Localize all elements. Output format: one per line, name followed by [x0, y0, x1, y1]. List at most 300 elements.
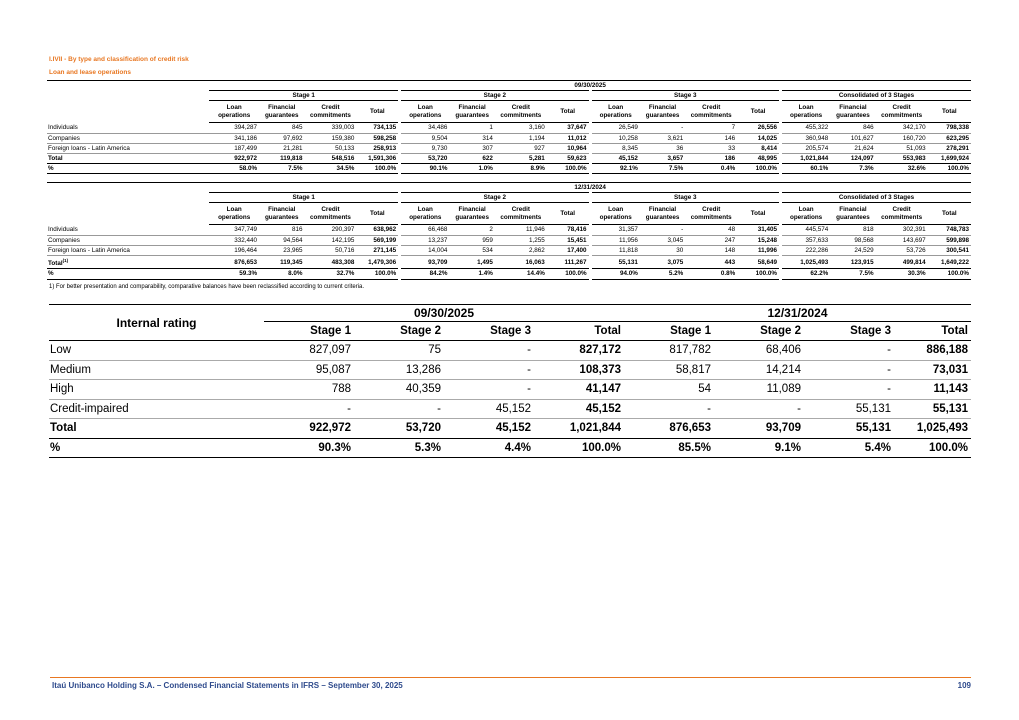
column-header-line: Total	[560, 108, 575, 116]
column-header	[495, 101, 547, 123]
value-cell: 100.0%	[356, 164, 399, 174]
value-cell: 927	[495, 143, 547, 153]
value-cell: 357,633	[780, 235, 830, 245]
column-header	[640, 203, 685, 225]
value-cell: 100.0%	[356, 269, 399, 279]
value-cell: 342,170	[876, 123, 928, 133]
column-header-line: Credit	[892, 206, 911, 214]
value-cell: 78,416	[547, 225, 590, 235]
value-cell: 100.0%	[737, 269, 780, 279]
value-cell: 10,964	[547, 143, 590, 153]
value-cell: 36	[640, 143, 685, 153]
value-cell: 100.0%	[547, 269, 590, 279]
table-row	[49, 380, 971, 400]
percent-row	[47, 269, 971, 279]
value-cell: -	[354, 399, 444, 419]
value-cell: 90.3%	[264, 438, 354, 458]
value-cell: 1,699,924	[928, 154, 971, 164]
value-cell: 85.5%	[624, 438, 714, 458]
value-cell: 300,541	[928, 245, 971, 255]
value-cell: 455,322	[780, 123, 830, 133]
value-cell: 100.0%	[894, 438, 971, 458]
credit-risk-table-2025	[47, 80, 971, 174]
value-cell: 1,479,306	[356, 256, 399, 269]
column-header	[685, 203, 737, 225]
value-cell: 119,345	[259, 256, 304, 269]
table-row	[47, 235, 971, 245]
value-cell: 123,915	[830, 256, 875, 269]
value-cell: 50,716	[304, 245, 356, 255]
column-header-line: commitments	[881, 213, 923, 221]
column-header: Total	[894, 322, 971, 341]
value-cell: 8.9%	[495, 164, 547, 174]
date-row	[47, 81, 971, 91]
value-cell: 845	[259, 123, 304, 133]
internal-rating-header: Internal rating	[49, 305, 264, 341]
value-cell: 4.4%	[444, 438, 534, 458]
value-cell: 548,516	[304, 154, 356, 164]
value-cell: 332,440	[209, 235, 259, 245]
value-cell: 3,045	[640, 235, 685, 245]
value-cell: 7.5%	[259, 164, 304, 174]
column-header-line: operations	[409, 213, 442, 221]
row-label: %	[49, 438, 264, 458]
value-cell: 40,359	[354, 380, 444, 400]
value-cell: 278,291	[928, 143, 971, 153]
column-header-line: operations	[599, 111, 632, 119]
row-label: Companies	[47, 133, 209, 143]
column-header	[304, 101, 356, 123]
value-cell: 5.2%	[640, 269, 685, 279]
value-cell: 34.5%	[304, 164, 356, 174]
footer-text: Itaú Unibanco Holding S.A. – Condensed Financial Statements in IFRS – September 30, 2025	[52, 681, 403, 690]
value-cell: 1,591,306	[356, 154, 399, 164]
value-cell: 33	[685, 143, 737, 153]
value-cell: 32.6%	[876, 164, 928, 174]
value-cell: 58,649	[737, 256, 780, 269]
value-cell: 111,267	[547, 256, 590, 269]
column-header-line: Credit	[892, 104, 911, 112]
column-header-line: Total	[370, 210, 385, 218]
column-header: Stage 2	[714, 322, 804, 341]
value-cell: 13,237	[400, 235, 450, 245]
credit-risk-table-2024	[47, 182, 971, 280]
column-header-line: commitments	[309, 111, 351, 119]
value-cell: 55,131	[804, 399, 894, 419]
value-cell: 41,147	[534, 380, 624, 400]
value-cell: -	[640, 225, 685, 235]
value-cell: 788	[264, 380, 354, 400]
row-label: Total	[49, 419, 264, 439]
value-cell: 66,468	[400, 225, 450, 235]
value-cell: -	[640, 123, 685, 133]
value-cell: 45,152	[534, 399, 624, 419]
value-cell: 94.0%	[590, 269, 640, 279]
column-header-line: Loan	[417, 104, 433, 112]
column-header-line: commitments	[500, 213, 542, 221]
table-row	[47, 225, 971, 235]
column-header-line: Total	[942, 210, 957, 218]
value-cell: 623,295	[928, 133, 971, 143]
value-cell: 62.2%	[780, 269, 830, 279]
table-row	[49, 399, 971, 419]
value-cell: 1,495	[449, 256, 494, 269]
row-label: Individuals	[47, 123, 209, 133]
value-cell: 10,258	[590, 133, 640, 143]
column-header	[590, 101, 640, 123]
column-header: Total	[534, 322, 624, 341]
value-cell: 15,248	[737, 235, 780, 245]
value-cell: 1,021,844	[780, 154, 830, 164]
value-cell: 14,025	[737, 133, 780, 143]
value-cell: 922,972	[209, 154, 259, 164]
column-header	[400, 101, 450, 123]
value-cell: 21,624	[830, 143, 875, 153]
value-cell: 11,996	[737, 245, 780, 255]
row-label: Total$^{(1)}$	[47, 256, 209, 269]
value-cell: 92.1%	[590, 164, 640, 174]
date-header: 12/31/2024	[209, 183, 971, 193]
value-cell: 146	[685, 133, 737, 143]
value-cell: 26,556	[737, 123, 780, 133]
value-cell: 59,623	[547, 154, 590, 164]
value-cell: 2,862	[495, 245, 547, 255]
value-cell: 53,726	[876, 245, 928, 255]
value-cell: 1,255	[495, 235, 547, 245]
value-cell: -	[264, 399, 354, 419]
value-cell: 48	[685, 225, 737, 235]
value-cell: 959	[449, 235, 494, 245]
column-header	[928, 101, 971, 123]
column-header-line: operations	[409, 111, 442, 119]
value-cell: 11,946	[495, 225, 547, 235]
value-cell: 5.4%	[804, 438, 894, 458]
column-header-line: guarantees	[645, 111, 680, 119]
value-cell: 45,152	[444, 419, 534, 439]
value-cell: 31,405	[737, 225, 780, 235]
value-cell: -	[804, 341, 894, 361]
value-cell: 160,720	[876, 133, 928, 143]
column-header	[737, 203, 780, 225]
value-cell: 9,730	[400, 143, 450, 153]
value-cell: 30.3%	[876, 269, 928, 279]
value-cell: 31,357	[590, 225, 640, 235]
value-cell: 2	[449, 225, 494, 235]
column-header	[780, 203, 830, 225]
column-header	[780, 101, 830, 123]
column-header-line: Loan	[608, 104, 624, 112]
value-cell: -	[444, 380, 534, 400]
table-row	[47, 143, 971, 153]
value-cell: 11,012	[547, 133, 590, 143]
value-cell: 553,983	[876, 154, 928, 164]
column-header	[209, 203, 259, 225]
value-cell: 9.1%	[714, 438, 804, 458]
value-cell: 196,464	[209, 245, 259, 255]
value-cell: 11,089	[714, 380, 804, 400]
value-cell: 846	[830, 123, 875, 133]
value-cell: 119,818	[259, 154, 304, 164]
stage-header: Stage 1	[209, 91, 399, 101]
value-cell: 7	[685, 123, 737, 133]
column-header-line: Loan	[226, 104, 242, 112]
value-cell: 59.3%	[209, 269, 259, 279]
value-cell: 68,406	[714, 341, 804, 361]
value-cell: 84.2%	[400, 269, 450, 279]
total-row	[47, 256, 971, 269]
column-header-line: Financial	[458, 104, 486, 112]
value-cell: 73,031	[894, 360, 971, 380]
column-header	[449, 203, 494, 225]
column-header-line: operations	[789, 213, 823, 221]
value-cell: 876,653	[209, 256, 259, 269]
column-header	[830, 101, 875, 123]
column-header: Stage 3	[804, 322, 894, 341]
value-cell: 93,709	[714, 419, 804, 439]
value-cell: 1.0%	[449, 164, 494, 174]
value-cell: 638,962	[356, 225, 399, 235]
column-header-line: guarantees	[455, 213, 489, 221]
table-row	[47, 123, 971, 133]
value-cell: 108,373	[534, 360, 624, 380]
value-cell: 360,948	[780, 133, 830, 143]
value-cell: 1,021,844	[534, 419, 624, 439]
value-cell: 598,258	[356, 133, 399, 143]
column-header-line: Total	[750, 108, 766, 116]
column-header-line: Financial	[268, 206, 296, 214]
value-cell: -	[444, 341, 534, 361]
column-header-row	[47, 203, 971, 225]
column-header	[547, 203, 590, 225]
value-cell: -	[714, 399, 804, 419]
value-cell: 159,380	[304, 133, 356, 143]
stage-header-row	[47, 91, 971, 101]
row-label: %	[47, 164, 209, 174]
value-cell: 142,195	[304, 235, 356, 245]
value-cell: 0.4%	[685, 164, 737, 174]
value-cell: 55,131	[590, 256, 640, 269]
value-cell: 3,160	[495, 123, 547, 133]
column-header: Stage 1	[624, 322, 714, 341]
value-cell: 3,621	[640, 133, 685, 143]
value-cell: 817,782	[624, 341, 714, 361]
value-cell: 143,697	[876, 235, 928, 245]
column-header	[259, 203, 304, 225]
footnote: 1) For better presentation and comparability, comparative balances have been reclassified according to current criteria.	[49, 284, 365, 290]
value-cell: 53,720	[400, 154, 450, 164]
column-header	[640, 101, 685, 123]
value-cell: 23,965	[259, 245, 304, 255]
value-cell: 24,529	[830, 245, 875, 255]
value-cell: 599,898	[928, 235, 971, 245]
column-header-line: Total	[370, 108, 385, 116]
value-cell: 53,720	[354, 419, 444, 439]
column-header-line: Credit	[511, 206, 530, 214]
value-cell: 3,657	[640, 154, 685, 164]
blank-cell	[47, 203, 209, 225]
value-cell: 95,087	[264, 360, 354, 380]
table-row	[49, 341, 971, 361]
value-cell: 483,308	[304, 256, 356, 269]
column-header-line: operations	[599, 213, 632, 221]
value-cell: 60.1%	[780, 164, 830, 174]
footer-divider	[50, 677, 971, 678]
section-subtitle: Loan and lease operations	[49, 69, 131, 76]
value-cell: -	[804, 360, 894, 380]
column-header	[209, 101, 259, 123]
stage-header: Stage 3	[590, 91, 780, 101]
value-cell: 8.0%	[259, 269, 304, 279]
column-header-line: Total	[942, 108, 957, 116]
column-header-line: guarantees	[645, 213, 680, 221]
value-cell: 51,093	[876, 143, 928, 153]
stage-header: Stage 2	[400, 193, 590, 203]
column-header-line: Loan	[417, 206, 433, 214]
value-cell: 622	[449, 154, 494, 164]
column-header-line: Credit	[321, 206, 340, 214]
column-header-line: guarantees	[836, 213, 870, 221]
value-cell: 58,817	[624, 360, 714, 380]
value-cell: 347,749	[209, 225, 259, 235]
column-header-line: guarantees	[836, 111, 870, 119]
column-header: Stage 2	[354, 322, 444, 341]
value-cell: 818	[830, 225, 875, 235]
value-cell: 748,783	[928, 225, 971, 235]
column-header: Stage 1	[264, 322, 354, 341]
value-cell: 75	[354, 341, 444, 361]
column-header-line: operations	[218, 213, 251, 221]
value-cell: 98,568	[830, 235, 875, 245]
value-cell: 1,649,222	[928, 256, 971, 269]
value-cell: 922,972	[264, 419, 354, 439]
value-cell: 55,131	[804, 419, 894, 439]
column-header	[876, 101, 928, 123]
blank-cell	[47, 183, 209, 193]
value-cell: -	[804, 380, 894, 400]
value-cell: 314	[449, 133, 494, 143]
value-cell: 186	[685, 154, 737, 164]
column-header	[830, 203, 875, 225]
row-label: Low	[49, 341, 264, 361]
column-header-line: Financial	[839, 104, 867, 112]
value-cell: 187,499	[209, 143, 259, 153]
value-cell: 339,003	[304, 123, 356, 133]
column-header-line: Financial	[839, 206, 867, 214]
value-cell: 11,956	[590, 235, 640, 245]
value-cell: 341,186	[209, 133, 259, 143]
value-cell: 100.0%	[928, 164, 971, 174]
value-cell: 14.4%	[495, 269, 547, 279]
column-header	[495, 203, 547, 225]
value-cell: 17,400	[547, 245, 590, 255]
value-cell: 1.4%	[449, 269, 494, 279]
value-cell: 100.0%	[737, 164, 780, 174]
value-cell: 5,281	[495, 154, 547, 164]
value-cell: 32.7%	[304, 269, 356, 279]
column-header-line: Loan	[798, 206, 814, 214]
value-cell: 94,564	[259, 235, 304, 245]
row-label: Credit-impaired	[49, 399, 264, 419]
date-row	[47, 183, 971, 193]
value-cell: 271,145	[356, 245, 399, 255]
blank-cell	[47, 193, 209, 203]
blank-cell	[47, 81, 209, 91]
value-cell: 827,097	[264, 341, 354, 361]
column-header-line: commitments	[881, 111, 923, 119]
column-header-line: Financial	[458, 206, 486, 214]
value-cell: 445,574	[780, 225, 830, 235]
value-cell: 7.3%	[830, 164, 875, 174]
value-cell: 90.1%	[400, 164, 450, 174]
value-cell: 54	[624, 380, 714, 400]
column-header	[685, 101, 737, 123]
column-header-line: Credit	[511, 104, 530, 112]
value-cell: 55,131	[894, 399, 971, 419]
value-cell: -	[624, 399, 714, 419]
row-label: Foreign loans - Latin America	[47, 245, 209, 255]
value-cell: 100.0%	[534, 438, 624, 458]
date-header: 09/30/2025	[209, 81, 971, 91]
value-cell: 16,063	[495, 256, 547, 269]
row-label: Companies	[47, 235, 209, 245]
row-label: %	[47, 269, 209, 279]
value-cell: 1,194	[495, 133, 547, 143]
value-cell: 443	[685, 256, 737, 269]
value-cell: 8,345	[590, 143, 640, 153]
percent-row	[49, 438, 971, 458]
column-header	[547, 101, 590, 123]
column-header	[928, 203, 971, 225]
row-label: Foreign loans - Latin America	[47, 143, 209, 153]
value-cell: 876,653	[624, 419, 714, 439]
value-cell: 499,814	[876, 256, 928, 269]
value-cell: 11,143	[894, 380, 971, 400]
total-row	[47, 154, 971, 164]
column-header-line: Financial	[648, 206, 677, 214]
percent-row	[47, 164, 971, 174]
value-cell: 100.0%	[928, 269, 971, 279]
value-cell: 34,486	[400, 123, 450, 133]
value-cell: 534	[449, 245, 494, 255]
column-header-line: operations	[789, 111, 823, 119]
value-cell: 11,818	[590, 245, 640, 255]
stage-header: Stage 1	[209, 193, 399, 203]
stage-header: Stage 3	[590, 193, 780, 203]
value-cell: 205,574	[780, 143, 830, 153]
value-cell: 14,004	[400, 245, 450, 255]
value-cell: 307	[449, 143, 494, 153]
value-cell: 101,627	[830, 133, 875, 143]
date-header: 09/30/2025	[264, 305, 624, 322]
column-header-line: operations	[218, 111, 251, 119]
value-cell: 100.0%	[547, 164, 590, 174]
column-header	[737, 101, 780, 123]
column-header-line: Financial	[268, 104, 296, 112]
value-cell: 48,995	[737, 154, 780, 164]
value-cell: 8,414	[737, 143, 780, 153]
page-number: 109	[957, 681, 971, 690]
value-cell: 97,692	[259, 133, 304, 143]
section-title: I.IVII - By type and classification of credit risk	[49, 56, 189, 63]
column-header-line: Financial	[648, 104, 677, 112]
stage-header: Consolidated of 3 Stages	[780, 193, 971, 203]
column-header-line: commitments	[690, 213, 732, 221]
column-header-row	[47, 101, 971, 123]
column-header: Stage 3	[444, 322, 534, 341]
value-cell: 21,281	[259, 143, 304, 153]
value-cell: 7.5%	[830, 269, 875, 279]
value-cell: 14,214	[714, 360, 804, 380]
